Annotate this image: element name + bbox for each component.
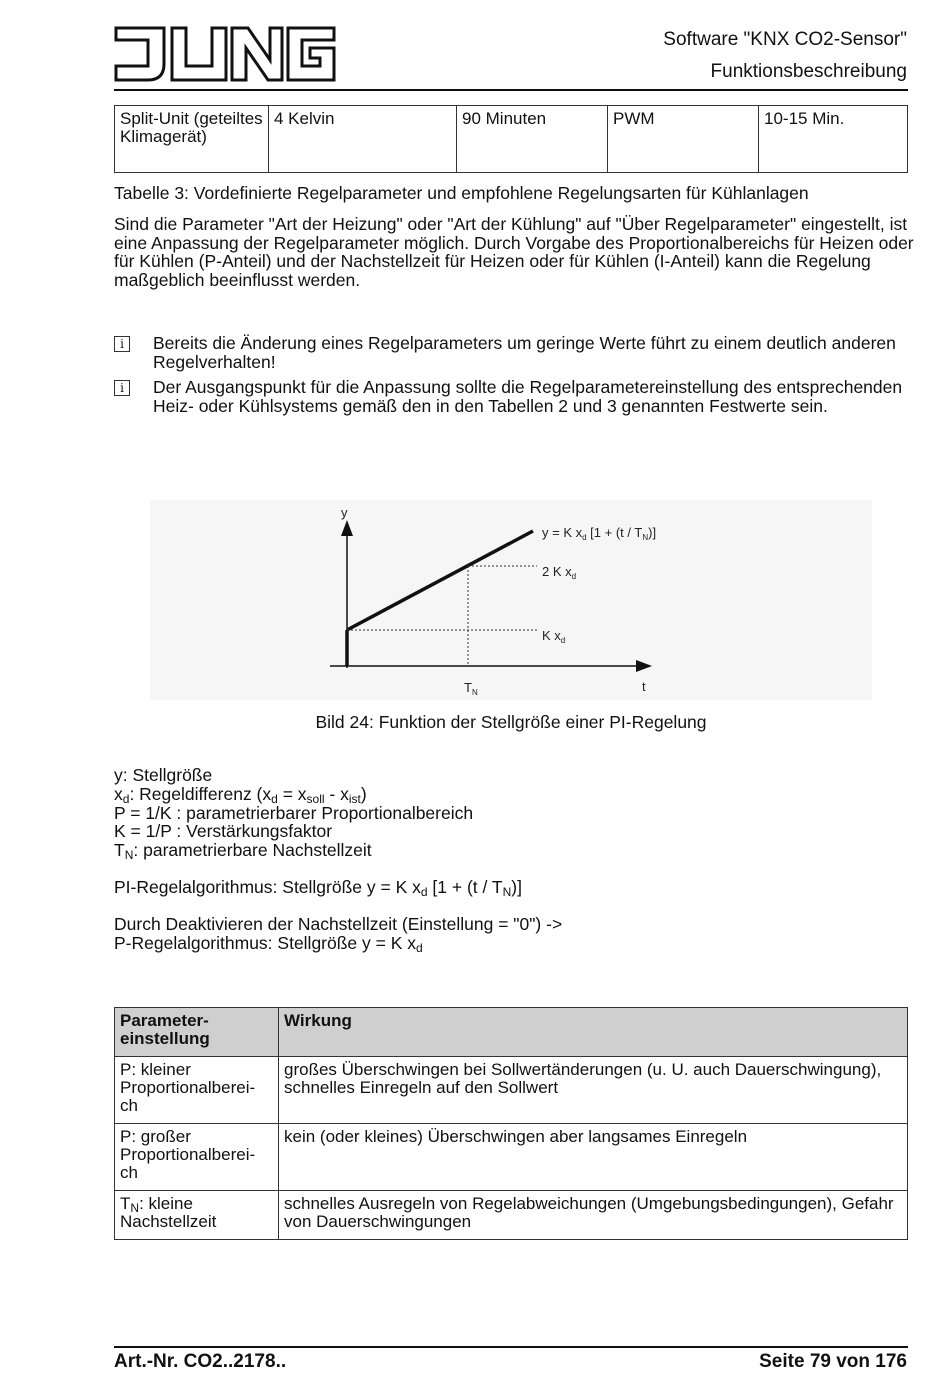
cooling-parameters-table bbox=[114, 105, 908, 173]
info-icon: i bbox=[114, 336, 130, 352]
footer-rule bbox=[114, 1346, 908, 1348]
table-cell: kein (oder kleines) Überschwingen aber langsames Einregeln bbox=[279, 1124, 908, 1191]
table-row bbox=[115, 1191, 908, 1240]
table-cell: $T_N$: kleine Nachstellzeit bbox=[115, 1191, 279, 1240]
table-cell: Split-Unit (geteiltes Klimagerät) bbox=[115, 106, 269, 173]
table-cell: großes Überschwingen bei Sollwertänderungen (u. U. auch Dauerschwingung), schnelles Einregeln auf den Sollwert bbox=[279, 1057, 908, 1124]
note-text: Bereits die Änderung eines Regelparameters um geringe Werte führt zu einem deutlich anderen Regelverhalten! bbox=[153, 333, 896, 372]
definition-line: K = 1/P : Verstärkungsfaktor bbox=[114, 821, 333, 842]
info-icon: i bbox=[114, 380, 130, 396]
pi-control-figure bbox=[150, 500, 872, 700]
parameter-effect-table bbox=[114, 1007, 908, 1240]
table-header-row bbox=[115, 1008, 908, 1057]
k-xd-label: K $x_d$ bbox=[542, 628, 566, 645]
pi-algorithm-line: PI-Regelalgorithmus: Stellgröße y = K $x_d$ $[1 + (t / T_N)]$ bbox=[114, 876, 522, 899]
table-row bbox=[115, 106, 908, 173]
table-cell: P: kleiner Proportionalberei-ch bbox=[115, 1057, 279, 1124]
x-axis-arrow bbox=[636, 660, 652, 672]
table-cell: 4 Kelvin bbox=[269, 106, 457, 173]
definition-line: $T_N$: parametrierbare Nachstellzeit bbox=[114, 840, 372, 863]
table-cell: schnelles Ausregeln von Regelabweichungen (Umgebungsbedingungen), Gefahr von Dauerschwingungen bbox=[279, 1191, 908, 1240]
y-axis-label: y bbox=[341, 505, 348, 520]
note-2 bbox=[114, 378, 914, 415]
body-paragraph: Sind die Parameter "Art der Heizung" oder "Art der Kühlung" auf "Über Regelparameter" eingestellt, ist eine Anpassung der Regelparameter möglich. Durch Vorgabe des Proportionalbereichs für Heizen oder für Kühlen (P-Anteil) und der Nachstellzeit für Heizen oder für Kühlen (I-Anteil) kann die Regelung maßgeblich beeinflusst werden. bbox=[114, 214, 914, 290]
table-row bbox=[115, 1124, 908, 1191]
jung-logo-graphic bbox=[114, 26, 336, 83]
definition-line: P = 1/K : parametrierbarer Proportionalbereich bbox=[114, 802, 474, 823]
document-subtitle: Funktionsbeschreibung bbox=[710, 61, 907, 82]
column-header: Parameter-einstellung bbox=[115, 1008, 279, 1057]
p-algorithm-line: Durch Deaktivieren der Nachstellzeit (Einstellung = "0") -> bbox=[114, 913, 563, 934]
definitions-block bbox=[114, 765, 563, 955]
definition-line: y: Stellgröße bbox=[114, 765, 213, 785]
tn-label: $T_N$ bbox=[464, 680, 478, 697]
page-number: Seite 79 von 176 bbox=[759, 1351, 907, 1372]
y-axis-arrow bbox=[341, 520, 353, 536]
article-number: Art.-Nr. CO2..2178.. bbox=[114, 1351, 287, 1372]
table-cell: PWM bbox=[608, 106, 759, 173]
table-row bbox=[115, 1057, 908, 1124]
document-title: Software "KNX CO2-Sensor" bbox=[663, 29, 907, 50]
figure-caption: Bild 24: Funktion der Stellgröße einer PI-Regelung bbox=[315, 712, 707, 732]
ramp-line bbox=[347, 531, 533, 630]
jung-logo bbox=[114, 26, 336, 83]
note-1 bbox=[114, 334, 914, 371]
2k-xd-label: 2 K $x_d$ bbox=[542, 564, 577, 581]
p-algorithm-line: P-Regelalgorithmus: Stellgröße y = K $x_d$ bbox=[114, 932, 423, 955]
table-cell: 10-15 Min. bbox=[759, 106, 908, 173]
table-caption: Tabelle 3: Vordefinierte Regelparameter und empfohlene Regelungsarten für Kühlanlagen bbox=[114, 183, 809, 203]
note-text: Der Ausgangspunkt für die Anpassung sollte die Regelparametereinstellung des entsprechenden Heiz- oder Kühlsystems gemäß den in den Tabellen 2 und 3 genannten Festwerte sein. bbox=[153, 377, 903, 416]
ramp-formula-label: y = K $x_d$ $[1 + (t / T_N)]$ bbox=[542, 525, 657, 542]
x-axis-label: t bbox=[642, 679, 646, 694]
header-rule bbox=[114, 89, 908, 91]
table-cell: 90 Minuten bbox=[457, 106, 608, 173]
definition-line: $x_d$: Regeldifferenz $(x_d = x_{soll} - x_{ist})$ bbox=[114, 783, 367, 806]
table-cell: P: großer Proportionalberei-ch bbox=[115, 1124, 279, 1191]
column-header: Wirkung bbox=[279, 1008, 908, 1057]
